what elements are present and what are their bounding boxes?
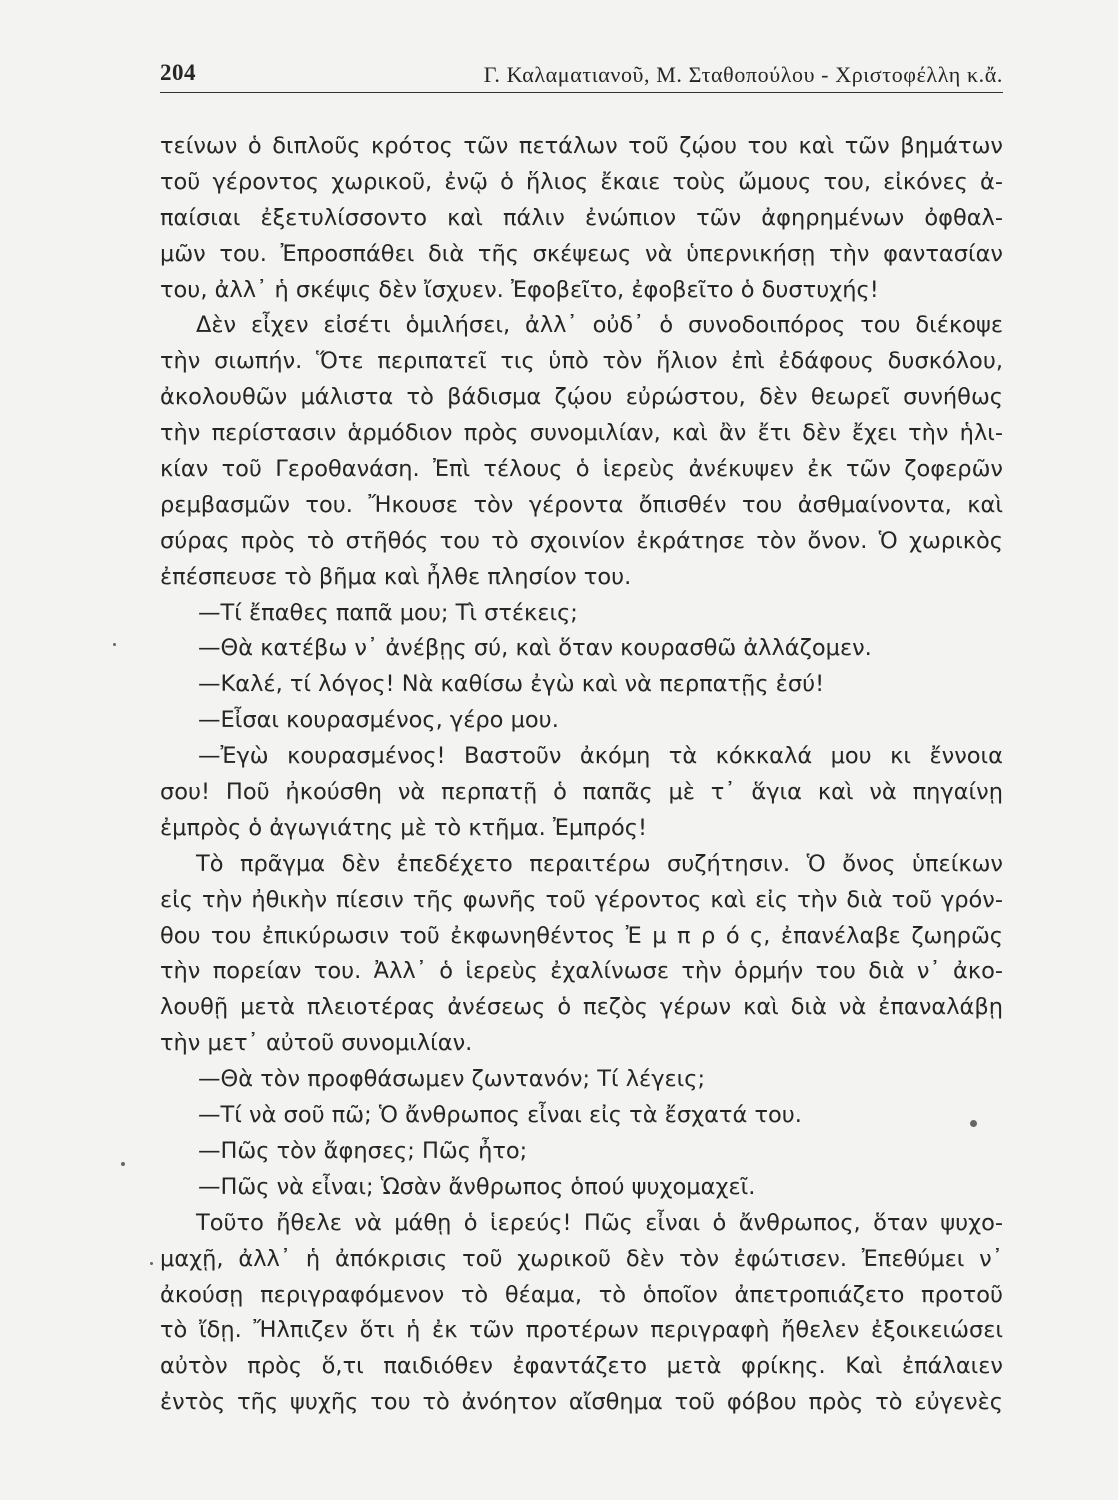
dialogue-line: —Τί ἔπαθες παπᾶ μου; Τὶ στέκεις; — [198, 599, 578, 626]
text-line: σύρας πρὸς τὸ στῆθός του τὸ σχοινίον ἐκράτησε τὸν ὄνον. Ὁ χωρικὸς — [160, 527, 1003, 554]
text-line: κίαν τοῦ Γεροθανάση. Ἐπὶ τέλους ὁ ἱερεὺς ἀνέκυψεν ἐκ τῶν ζοφερῶν — [160, 456, 1003, 483]
text-line: ἐντὸς τῆς ψυχῆς του τὸ ἀνόητον αἴσθημα τοῦ φόβου πρὸς τὸ εὐγενὲς — [160, 1389, 1003, 1416]
dialogue-line: —Εἶσαι κουρασμένος, γέρο μου. — [198, 707, 559, 734]
dialogue-line: —Πῶς τὸν ἄφησες; Πῶς ἦτο; — [198, 1137, 528, 1164]
text-line: παίσιαι ἐξετυλίσσοντο καὶ πάλιν ἐνώπιον τῶν ἀφηρημένων ὀφθαλ- — [160, 204, 1003, 231]
text-line: αὐτὸν πρὸς ὅ,τι παιδιόθεν ἐφαντάζετο μετὰ φρίκης. Καὶ ἐπάλαιεν — [160, 1353, 1003, 1380]
text-line: ἀκολουθῶν μάλιστα τὸ βάδισμα ζῴου εὐρώστου, δὲν θεωρεῖ συνήθως — [160, 384, 1003, 411]
text-line: τείνων ὁ διπλοῦς κρότος τῶν πετάλων τοῦ ζῴου του καὶ τῶν βημάτων — [160, 133, 1003, 159]
text-line: του, ἀλλ᾽ ἡ σκέψις δὲν ἴσχυεν. Ἐφοβεῖτο, ἐφοβεῖτο ὁ δυστυχής! — [160, 276, 879, 303]
text-line: θου του ἐπικύρωσιν τοῦ ἐκφωνηθέντος Ἐ μ π ρ ό ς, ἐπανέλαβε ζωηρῶς — [160, 922, 1003, 949]
text-line: ἐμπρὸς ὁ ἀγωγιάτης μὲ τὸ κτῆμα. Ἐμπρός! — [160, 814, 648, 841]
text-line: εἰς τὴν ἠθικὴν πίεσιν τῆς φωνῆς τοῦ γέροντος καὶ εἰς τὴν διὰ τοῦ γρόν- — [160, 886, 1003, 913]
dialogue-line: —Καλέ, τί λόγος! Νὰ καθίσω ἐγὼ καὶ νὰ περπατῇς ἐσύ! — [198, 671, 825, 698]
dialogue-line: —Θὰ τὸν προφθάσωμεν ζωντανόν; Τί λέγεις; — [198, 1066, 706, 1093]
page-number: 204 — [160, 60, 196, 85]
text-line: Δὲν εἶχεν εἰσέτι ὁμιλήσει, ἀλλ᾽ οὐδ᾽ ὁ συνοδοιπόρος του διέκοψε — [196, 312, 1003, 339]
scan-speck — [121, 1162, 125, 1166]
text-line: τὴν πορείαν του. Ἀλλ᾽ ὁ ἱερεὺς ἐχαλίνωσε τὴν ὁρμήν του διὰ ν᾽ ἀκο- — [160, 958, 1003, 985]
dialogue-line: —Πῶς νὰ εἶναι; Ὡσὰν ἄνθρωπος ὁπού ψυχομαχεῖ. — [198, 1173, 756, 1200]
text-line: τοῦ γέροντος χωρικοῦ, ἐνῷ ὁ ἥλιος ἔκαιε τοὺς ὤμους του, εἰκόνες ἀ- — [160, 168, 1003, 195]
dialogue-line: —Τί νὰ σοῦ πῶ; Ὁ ἄνθρωπος εἶναι εἰς τὰ ἔσχατά του. — [198, 1102, 802, 1129]
text-line: τὴν περίστασιν ἁρμόδιον πρὸς συνομιλίαν, καὶ ἂν ἔτι δὲν ἔχει τὴν ἡλι- — [160, 420, 1003, 447]
text-line: τὴν μετ᾽ αὐτοῦ συνομιλίαν. — [160, 1030, 473, 1057]
body-text — [160, 129, 1003, 1421]
page-header — [160, 52, 1003, 93]
text-line: Τὸ πρᾶγμα δὲν ἐπεδέχετο περαιτέρω συζήτησιν. Ὁ ὄνος ὑπείκων — [196, 850, 1003, 877]
text-line: τὸ ἴδῃ. Ἤλπιζεν ὅτι ἡ ἐκ τῶν προτέρων περιγραφὴ ἤθελεν ἐξοικειώσει — [160, 1317, 1003, 1344]
scan-speck — [113, 643, 116, 646]
text-line: σου! Ποῦ ἠκούσθη νὰ περπατῇ ὁ παπᾶς μὲ τ᾽ ἅγια καὶ νὰ πηγαίνῃ — [160, 779, 1003, 806]
dialogue-line: —Θὰ κατέβω ν᾽ ἀνέβῃς σύ, καὶ ὅταν κουρασθῶ ἀλλάζομεν. — [198, 635, 872, 662]
text-line: τὴν σιωπήν. Ὅτε περιπατεῖ τις ὑπὸ τὸν ἥλιον ἐπὶ ἐδάφους δυσκόλου, — [160, 348, 1003, 375]
text-line: μῶν του. Ἐπροσπάθει διὰ τῆς σκέψεως νὰ ὑπερνικήσῃ τὴν φαντασίαν — [160, 240, 1003, 267]
running-head: Γ. Καλαματιανοῦ, Μ. Σταθοπούλου - Χριστοφέλλη κ.ἄ. — [483, 62, 1003, 87]
text-line: μαχῇ, ἀλλ᾽ ἡ ἀπόκρισις τοῦ χωρικοῦ δὲν τὸν ἐφώτισεν. Ἐπεθύμει ν᾽ — [160, 1245, 1003, 1272]
text-line: Τοῦτο ἤθελε νὰ μάθῃ ὁ ἱερεύς! Πῶς εἶναι ὁ ἄνθρωπος, ὅταν ψυχο- — [196, 1209, 1003, 1236]
scan-speck — [970, 1120, 977, 1127]
scan-speck — [150, 1262, 153, 1265]
dialogue-line: —Ἐγὼ κουρασμένος! Βαστοῦν ἀκόμη τὰ κόκκαλά μου κι ἔννοια — [198, 743, 1003, 770]
text-line: ρεμβασμῶν του. Ἤκουσε τὸν γέροντα ὄπισθέν του ἀσθμαίνοντα, καὶ — [160, 491, 1003, 518]
text-line: λουθῇ μετὰ πλειοτέρας ἀνέσεως ὁ πεζὸς γέρων καὶ διὰ νὰ ἐπαναλάβῃ — [160, 994, 1003, 1021]
text-line: ἐπέσπευσε τὸ βῆμα καὶ ἦλθε πλησίον του. — [160, 563, 632, 590]
text-line: ἀκούσῃ περιγραφόμενον τὸ θέαμα, τὸ ὁποῖον ἀπετροπιάζετο προτοῦ — [160, 1281, 1003, 1308]
